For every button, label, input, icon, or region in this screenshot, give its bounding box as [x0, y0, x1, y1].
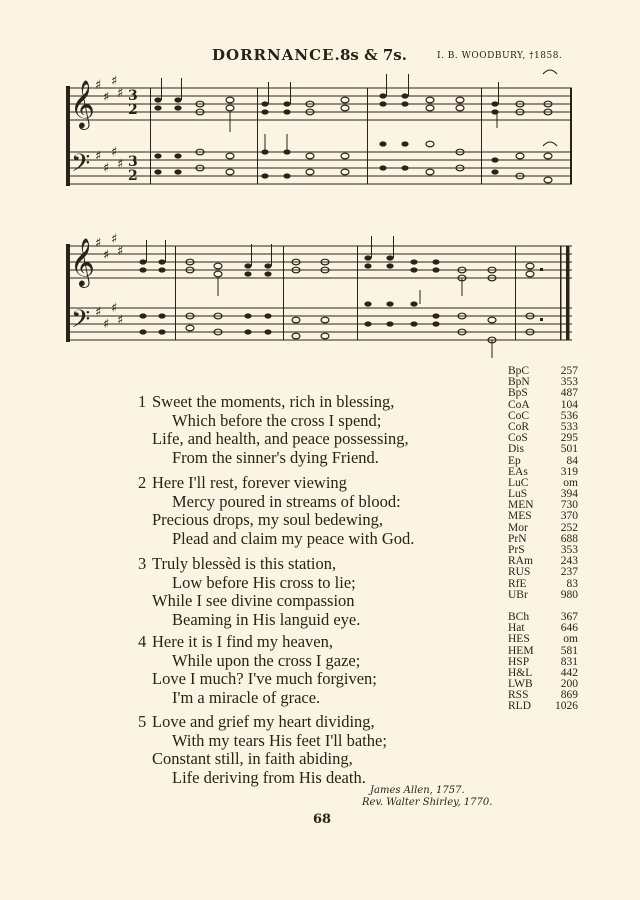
reference-number: 442 — [560, 666, 578, 679]
reference-code: UBr — [508, 588, 528, 601]
reference-number: 84 — [566, 454, 578, 467]
verse-line: Here it is I find my heaven, — [152, 632, 333, 651]
time-sig-top: 3 — [128, 88, 138, 104]
reference-number: 501 — [560, 443, 578, 456]
svg-text:♯: ♯ — [95, 78, 102, 93]
author-allen: James Allen, 1757. — [370, 785, 465, 796]
reference-code: RLD — [508, 700, 531, 713]
reference-code: RUS — [508, 566, 531, 579]
reference-number: 487 — [560, 387, 578, 400]
verse-3 — [138, 555, 360, 629]
reference-number: 394 — [560, 488, 578, 501]
reference-number: om — [563, 476, 578, 489]
reference-code: CoA — [508, 398, 530, 411]
reference-code: LuC — [508, 476, 529, 489]
reference-code: PrS — [508, 544, 525, 556]
reference-number: 295 — [560, 432, 578, 445]
composer-credit: I. B. WOODBURY, †1858. — [437, 51, 563, 61]
reference-row — [508, 701, 578, 712]
reference-code: Hat — [508, 622, 525, 635]
verse-number: 1 — [138, 392, 147, 411]
verse-line: Sweet the moments, rich in blessing, — [152, 392, 395, 411]
bass-staff-1 — [68, 152, 572, 184]
reference-number: 533 — [560, 420, 578, 433]
verse-line: I'm a miracle of grace. — [172, 687, 321, 707]
verse-line: While I see divine compassion — [152, 591, 355, 610]
verse-number: 3 — [138, 554, 147, 573]
reference-number: 200 — [560, 678, 578, 691]
reference-group-2 — [508, 612, 578, 713]
reference-code: EAs — [508, 465, 528, 478]
reference-code: BCh — [508, 610, 530, 623]
reference-number: 646 — [560, 622, 578, 635]
reference-number: 243 — [560, 555, 578, 568]
reference-code: CoR — [508, 420, 530, 433]
reference-code: HES — [508, 633, 530, 646]
reference-code: LuS — [508, 488, 528, 501]
reference-row — [508, 590, 578, 601]
verse-line: While upon the cross I gaze; — [172, 650, 361, 670]
svg-text:♯: ♯ — [117, 313, 124, 328]
reference-number: 869 — [560, 689, 578, 702]
reference-row — [508, 388, 578, 399]
reference-code: BpN — [508, 376, 530, 389]
verse-line: Life, and health, and peace possessing, — [152, 429, 409, 448]
reference-code: LWB — [508, 678, 533, 691]
tune-name: DORRNANCE. — [212, 46, 341, 64]
reference-row — [508, 456, 578, 467]
reference-code: MES — [508, 510, 532, 523]
reference-number: 353 — [560, 376, 578, 389]
reference-code: MEN — [508, 499, 534, 512]
music-score — [0, 0, 640, 360]
verse-line: Love and grief my heart dividing, — [152, 712, 375, 731]
verse-4 — [138, 633, 377, 707]
reference-code: BpC — [508, 365, 530, 377]
reference-row — [508, 511, 578, 522]
reference-number: 536 — [560, 409, 578, 422]
verse-5 — [138, 713, 387, 787]
svg-text:♯: ♯ — [111, 145, 118, 160]
time-sig-bottom: 2 — [128, 102, 138, 118]
reference-code: Ep — [508, 454, 521, 467]
verse-number: 2 — [138, 473, 147, 492]
reference-number: 252 — [560, 521, 578, 534]
reference-number: 370 — [560, 510, 578, 523]
reference-code: Dis — [508, 443, 524, 456]
reference-number: 83 — [566, 577, 578, 590]
reference-group-1 — [508, 366, 578, 601]
verse-line: With my tears His feet I'll bathe; — [172, 730, 387, 750]
reference-number: 257 — [560, 365, 578, 377]
reference-row — [508, 646, 578, 657]
svg-text:♯: ♯ — [103, 248, 110, 263]
reference-row — [508, 567, 578, 578]
reference-number: 319 — [560, 465, 578, 478]
verse-number: 4 — [138, 632, 147, 651]
svg-text:♯: ♯ — [95, 149, 102, 164]
verse-line: Here I'll rest, forever viewing — [152, 473, 347, 492]
verse-line: From the sinner's dying Friend. — [172, 447, 379, 467]
bass-clef-icon: 𝄢 — [71, 305, 91, 340]
svg-text:♯: ♯ — [111, 301, 118, 316]
verse-2 — [138, 474, 414, 548]
fermata-icon — [543, 70, 557, 74]
reference-number: 730 — [560, 499, 578, 512]
bass-clef-icon: 𝄢 — [71, 149, 91, 184]
svg-text:♯: ♯ — [111, 232, 118, 247]
reference-number: om — [563, 633, 578, 646]
fermata-icon — [543, 142, 557, 146]
verse-line: Beaming in His languid eye. — [172, 609, 361, 629]
reference-code: Mor — [508, 521, 528, 534]
reference-code: CoC — [508, 409, 530, 422]
reference-number: 237 — [560, 566, 578, 579]
reference-code: H&L — [508, 666, 533, 679]
reference-code: RSS — [508, 689, 529, 702]
page-number: 68 — [313, 812, 332, 827]
svg-text:♯: ♯ — [103, 317, 110, 332]
reference-number: 980 — [560, 588, 578, 601]
reference-number: 581 — [560, 644, 578, 657]
treble-clef-icon: 𝄞 — [70, 237, 95, 286]
bass-staff-2 — [68, 308, 572, 340]
svg-text:♯: ♯ — [103, 161, 110, 176]
reference-code: HSP — [508, 655, 530, 668]
time-sig-bottom: 2 — [128, 168, 138, 184]
svg-text:♯: ♯ — [95, 305, 102, 320]
verse-line: Precious drops, my soul bedewing, — [152, 510, 383, 529]
reference-code: RfE — [508, 577, 527, 590]
reference-code: CoS — [508, 432, 528, 445]
svg-text:♯: ♯ — [95, 236, 102, 251]
reference-number: 104 — [560, 398, 578, 411]
verse-line: Truly blessèd is this station, — [152, 554, 337, 573]
author-shirley: Rev. Walter Shirley, 1770. — [362, 797, 493, 808]
notes — [139, 93, 552, 342]
reference-number: 367 — [560, 610, 578, 623]
svg-text:♯: ♯ — [117, 86, 124, 101]
svg-text:♯: ♯ — [103, 90, 110, 105]
svg-text:♯: ♯ — [111, 74, 118, 89]
verse-line: Constant still, in faith abiding, — [152, 749, 353, 768]
meter: 8s & 7s. — [340, 46, 407, 64]
reference-code: PrN — [508, 532, 527, 545]
verse-line: Love I much? I've much forgiven; — [152, 669, 377, 688]
reference-number: 688 — [560, 532, 578, 545]
treble-clef-icon: 𝄞 — [70, 79, 95, 128]
reference-code: RAm — [508, 555, 533, 568]
reference-number: 831 — [560, 655, 578, 668]
time-sig-top: 3 — [128, 154, 138, 170]
hymnal-references — [508, 366, 578, 713]
reference-code: HEM — [508, 644, 534, 657]
key-signature — [95, 74, 123, 332]
verse-line: Which before the cross I spend; — [172, 410, 382, 430]
svg-text:♯: ♯ — [117, 157, 124, 172]
reference-number: 1026 — [555, 700, 578, 713]
verse-line: Mercy poured in streams of blood: — [172, 491, 401, 511]
verse-line: Low before His cross to lie; — [172, 572, 356, 592]
reference-number: 353 — [560, 544, 578, 556]
reference-row — [508, 444, 578, 455]
verse-line: Plead and claim my peace with God. — [172, 528, 415, 548]
verse-1 — [138, 393, 409, 467]
verse-number: 5 — [138, 712, 147, 731]
svg-text:♯: ♯ — [117, 244, 124, 259]
reference-row — [508, 634, 578, 645]
reference-code: BpS — [508, 387, 528, 400]
verse-line: Life deriving from His death. — [172, 767, 366, 787]
